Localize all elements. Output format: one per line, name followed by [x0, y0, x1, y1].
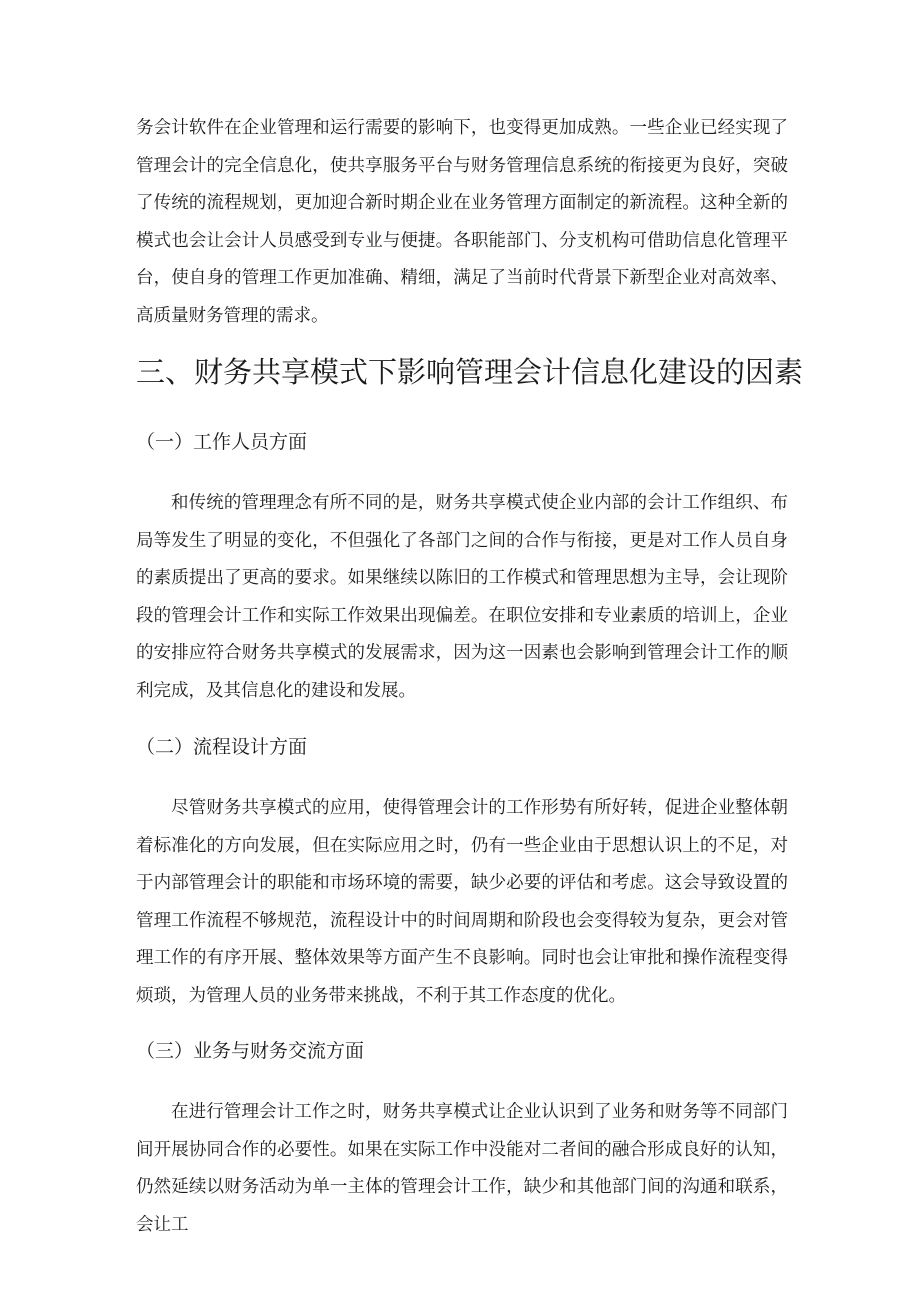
- subsection-heading-3: （三）业务与财务交流方面: [136, 1040, 365, 1062]
- subsection-body-1: 和传统的管理理念有所不同的是，财务共享模式使企业内部的会计工作组织、布局等发生了明显的变化，不但强化了各部门之间的合作与衔接，更是对工作人员自身的素质提出了更高的要求。如果继续以陈旧的工作模式和管理思想为主导，会让现阶段的管理会计工作和实际工作效果出现偏差。在职位安排和专业素质的培训上，企业的安排应符合财务共享模式的发展需求，因为这一因素也会影响到管理会计工作的顺利完成，及其信息化的建设和发展。: [136, 493, 788, 701]
- subsection-body-3: 在进行管理会计工作之时，财务共享模式让企业认识到了业务和财务等不同部门间开展协同合作的必要性。如果在实际工作中没能对二者间的融合形成良好的认知，仍然延续以财务活动为单一主体的管理会计工作，缺少和其他部门间的沟通和联系，会让工: [136, 1102, 788, 1235]
- section-title: 三、财务共享模式下影响管理会计信息化建设的因素: [136, 355, 804, 389]
- subsection-body-2: 尽管财务共享模式的应用，使得管理会计的工作形势有所好转，促进企业整体朝着标准化的方向发展，但在实际应用之时，仍有一些企业由于思想认识上的不足，对于内部管理会计的职能和市场环境的需要，缺少必要的评估和考虑。这会导致设置的管理工作流程不够规范，流程设计中的时间周期和阶段也会变得较为复杂，更会对管理工作的有序开展、整体效果等方面产生不良影响。同时也会让审批和操作流程变得烦琐，为管理人员的业务带来挑战，不利于其工作态度的优化。: [136, 798, 788, 1006]
- subsection-heading-1: （一）工作人员方面: [136, 431, 308, 453]
- intro-paragraph: 务会计软件在企业管理和运行需要的影响下，也变得更加成熟。一些企业已经实现了管理会计的完全信息化，使共享服务平台与财务管理信息系统的衔接更为良好，突破了传统的流程规划，更加迎合新时期企业在业务管理方面制定的新流程。这种全新的模式也会让会计人员感受到专业与便捷。各职能部门、分支机构可借助信息化管理平台，使自身的管理工作更加准确、精细，满足了当前时代背景下新型企业对高效率、高质量财务管理的需求。: [136, 118, 788, 326]
- subsection-heading-2: （二）流程设计方面: [136, 736, 308, 758]
